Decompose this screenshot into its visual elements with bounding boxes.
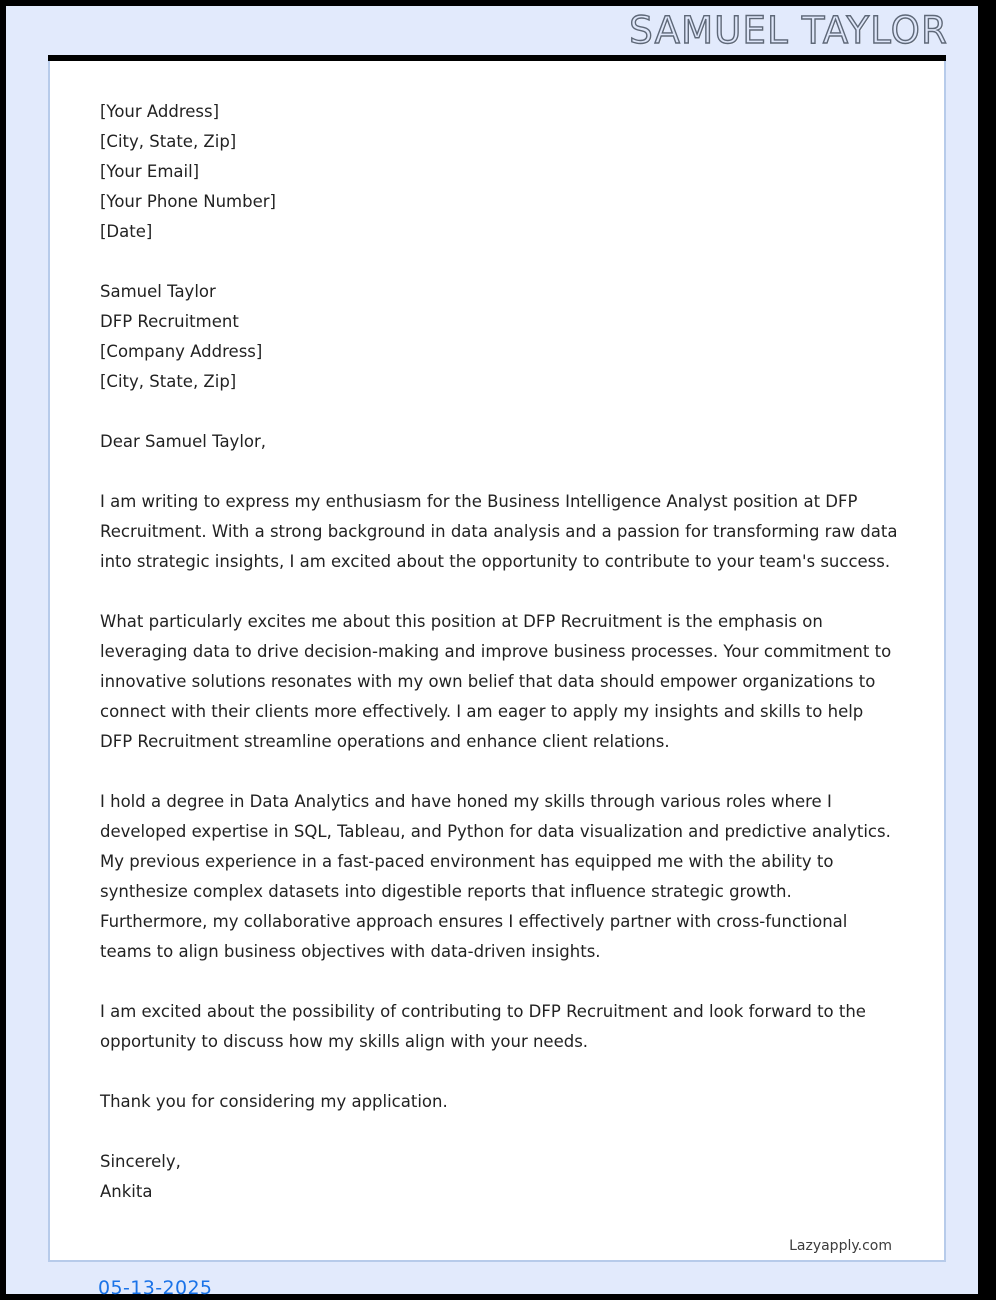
closing-block — [100, 1147, 900, 1207]
candidate-name-heading: SAMUEL TAYLOR — [629, 9, 948, 52]
lazyapply-watermark: Lazyapply.com — [789, 1238, 892, 1254]
sender-address-block — [100, 97, 900, 247]
recipient-address-line: [Company Address] — [100, 342, 263, 361]
body-paragraph: I hold a degree in Data Analytics and have honed my skills through various roles where I developed expertise in SQL, Tableau, and Python for data visualization and predictive analytics. My previous experience in a fast-paced environment has equipped me with the ability to synthesize complex datasets into digestible reports that influence strategic growth. Furthermore, my collaborative approach ensures I effectively partner with cross-functional teams to align business objectives with data-driven insights. — [100, 792, 891, 961]
letter-panel — [48, 61, 946, 1262]
sender-address-line: [Your Email] — [100, 162, 200, 181]
letterhead-header — [6, 6, 978, 55]
closing-salutation: Sincerely, — [100, 1152, 181, 1171]
body-paragraph: What particularly excites me about this position at DFP Recruitment is the emphasis on leveraging data to drive decision-making and improve business processes. Your commitment to innovative solutions resonates with my own belief that data should empower organizations to connect with their clients more effectively. I am eager to apply my insights and skills to help DFP Recruitment streamline operations and enhance client relations. — [100, 612, 892, 751]
sender-address-line: [City, State, Zip] — [100, 132, 237, 151]
recipient-address-line: [City, State, Zip] — [100, 372, 237, 391]
body-paragraph: Thank you for considering my application. — [100, 1092, 448, 1111]
sender-address-line: [Your Address] — [100, 102, 220, 121]
recipient-address-line: DFP Recruitment — [100, 312, 239, 331]
document-date: 05-13-2025 — [98, 1277, 213, 1299]
salutation: Dear Samuel Taylor, — [100, 432, 267, 451]
letter-body — [100, 97, 900, 1207]
recipient-address-line: Samuel Taylor — [100, 282, 216, 301]
signature-name: Ankita — [100, 1182, 153, 1201]
sender-address-line: [Date] — [100, 222, 153, 241]
letter-content — [50, 61, 944, 1260]
recipient-address-block — [100, 277, 900, 397]
body-paragraph: I am excited about the possibility of contributing to DFP Recruitment and look forward to the opportunity to discuss how my skills align with your needs. — [100, 1002, 866, 1051]
body-paragraph: I am writing to express my enthusiasm for the Business Intelligence Analyst position at DFP Recruitment. With a strong background in data analysis and a passion for transforming raw data into strategic insights, I am excited about the opportunity to contribute to your team's success. — [100, 492, 898, 571]
sender-address-line: [Your Phone Number] — [100, 192, 276, 211]
